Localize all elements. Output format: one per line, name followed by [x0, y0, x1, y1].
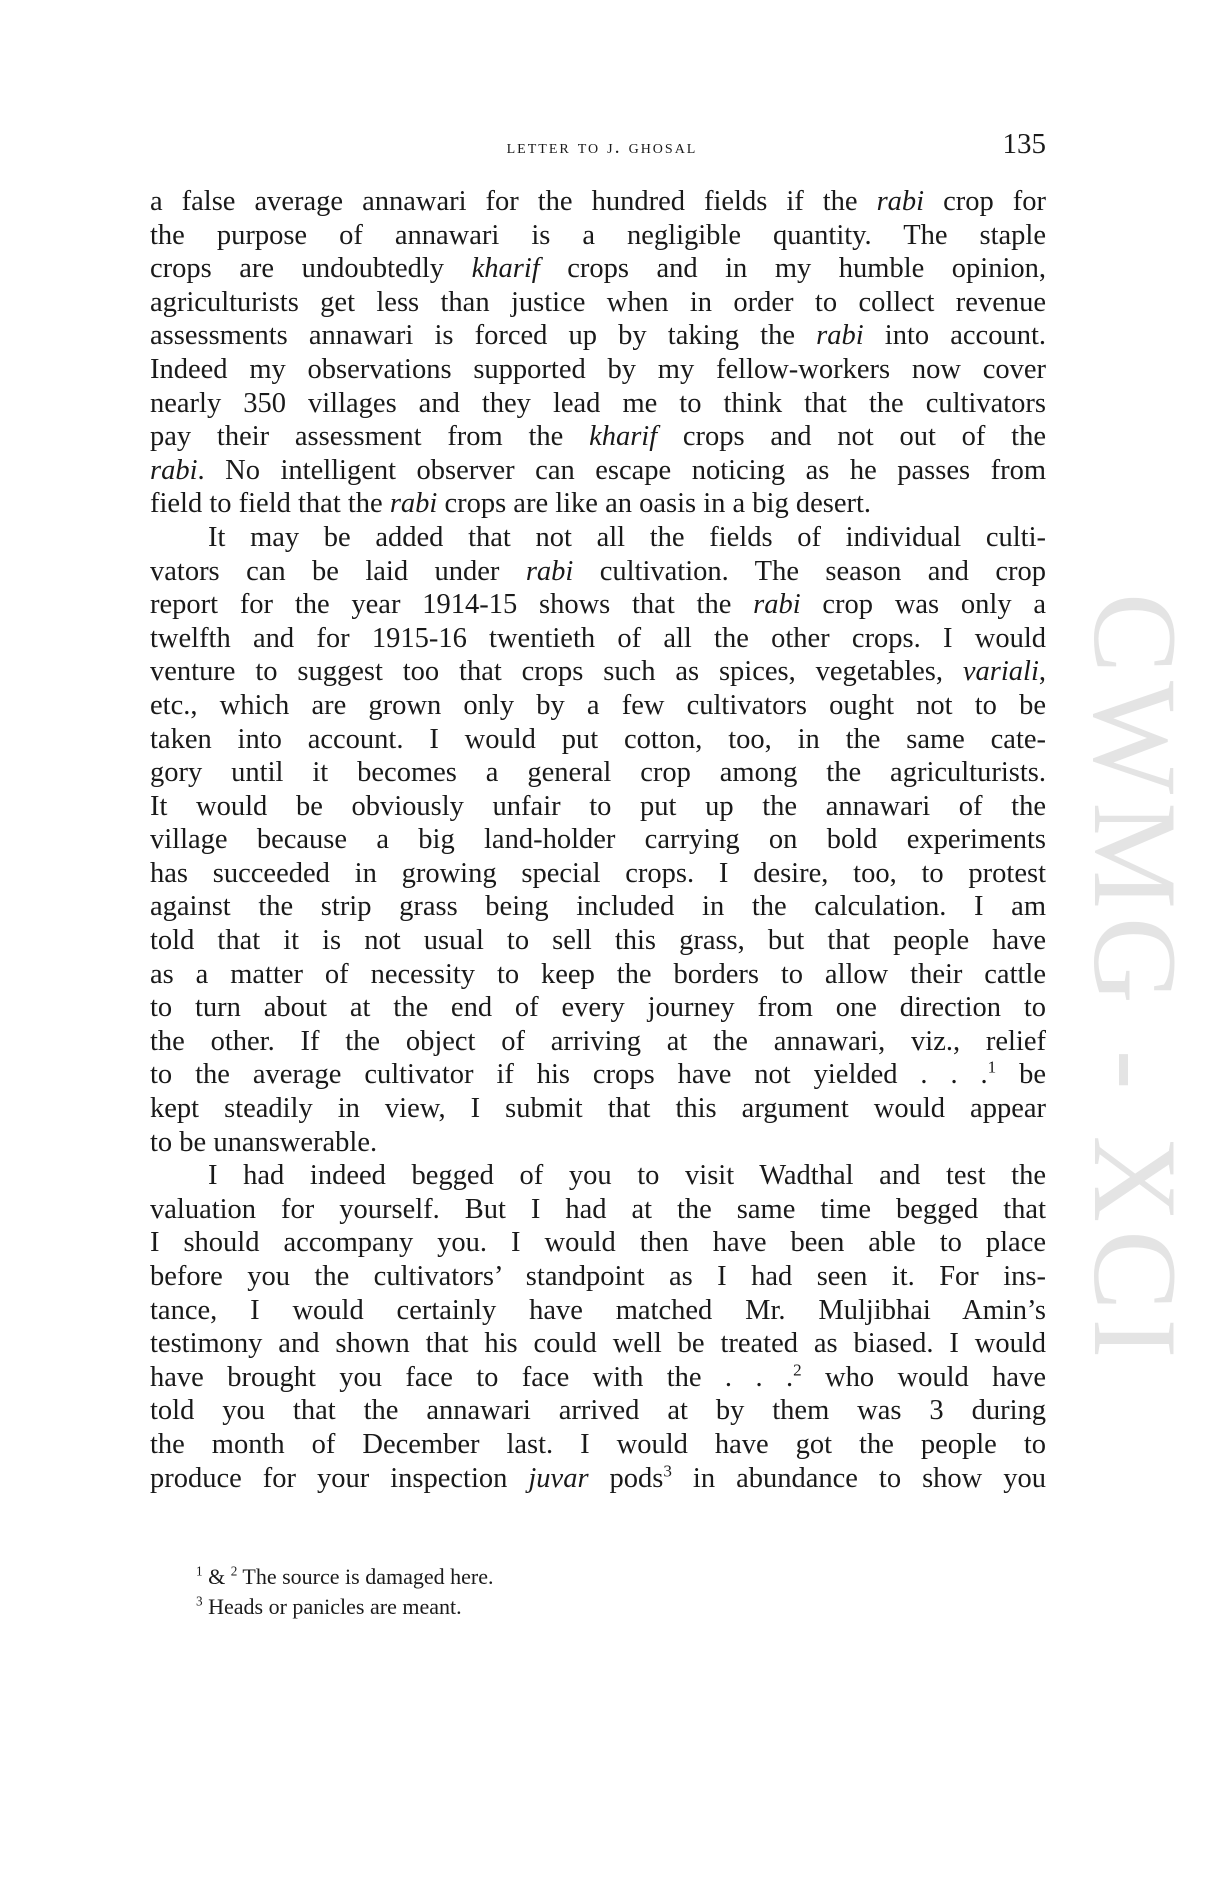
- footnote-ref: 1: [987, 1057, 997, 1077]
- text-line: against the strip grass being included in the calculation. I am: [150, 891, 1046, 923]
- footnote-item: [196, 1592, 493, 1622]
- text-line: as a matter of necessity to keep the borders to allow their cattle: [150, 958, 1046, 990]
- text-line: etc., which are grown only by a few cultivators ought not to be: [150, 689, 1046, 721]
- text-line: vators can be laid under rabi cultivation. The season and crop: [150, 555, 1046, 587]
- text-line: to turn about at the end of every journey from one direction to: [150, 992, 1046, 1024]
- text-line: valuation for yourself. But I had at the same time begged that: [150, 1193, 1046, 1225]
- text-line: taken into account. I would put cotton, too, in the same cate-: [150, 723, 1046, 755]
- text-line: have brought you face to face with the . . .$^2$ who would have: [150, 1360, 1046, 1393]
- page-number: 135: [1002, 128, 1046, 160]
- text-line: the purpose of annawari is a negligible quantity. The staple: [150, 219, 1046, 251]
- footnotes: [196, 1562, 493, 1622]
- text-line: produce for your inspection juvar pods$^3$ in abundance to show you: [150, 1461, 1046, 1494]
- footnote-marker: 3: [196, 1593, 203, 1609]
- text-line: gory until it becomes a general crop among the agriculturists.: [150, 757, 1046, 789]
- text-line: I should accompany you. I would then have been able to place: [150, 1227, 1046, 1259]
- text-line: has succeeded in growing special crops. I desire, too, to protest: [150, 857, 1046, 889]
- text-line: rabi. No intelligent observer can escape noticing as he passes from: [150, 454, 1046, 486]
- text-line: agriculturists get less than justice when in order to collect revenue: [150, 286, 1046, 318]
- text-line: crops are undoubtedly kharif crops and in my humble opinion,: [150, 253, 1046, 285]
- text-line: report for the year 1914-15 shows that the rabi crop was only a: [150, 589, 1047, 621]
- text-line: I had indeed begged of you to visit Wadthal and test the: [208, 1160, 1046, 1192]
- text-line: kept steadily in view, I submit that this argument would appear: [150, 1093, 1046, 1125]
- watermark: CWMG - XCI: [1069, 593, 1202, 1367]
- text-line: testimony and shown that his could well be treated as biased. I would: [150, 1328, 1046, 1360]
- text-line: venture to suggest too that crops such as spices, vegetables, variali,: [150, 656, 1046, 688]
- text-line: to the average cultivator if his crops have not yielded . . .$^1$ be: [150, 1057, 1047, 1091]
- text-line: before you the cultivators’ standpoint as I had seen it. For ins-: [150, 1261, 1046, 1292]
- text-line: tance, I would certainly have matched Mr. Muljibhai Amin’s: [150, 1294, 1046, 1326]
- footnote-text: Heads or panicles are meant.: [202, 1594, 462, 1619]
- text-line: field to field that the rabi crops are like an oasis in a big desert.: [150, 488, 872, 520]
- footnote-ref: 2: [793, 1360, 802, 1380]
- body-text: [150, 185, 1046, 1495]
- running-title: letter to j. ghosal: [506, 136, 698, 158]
- footnote-marker: 2: [230, 1563, 238, 1579]
- text-line: village because a big land-holder carrying on bold experiments: [150, 824, 1046, 856]
- text-line: told you that the annawari arrived at by them was 3 during: [150, 1395, 1046, 1427]
- text-line: nearly 350 villages and they lead me to think that the cultivators: [150, 387, 1046, 419]
- footnote-text: The source is damaged here.: [237, 1564, 494, 1589]
- text-line: the month of December last. I would have got the people to: [150, 1428, 1046, 1460]
- text-line: the other. If the object of arriving at the annawari, viz., relief: [150, 1025, 1046, 1057]
- text-line: to be unanswerable.: [150, 1126, 378, 1158]
- page-header: [158, 128, 1046, 168]
- text-line: It would be obviously unfair to put up the annawari of the: [150, 790, 1046, 822]
- footnote-ref: 3: [663, 1461, 672, 1481]
- footnote-marker: 1: [196, 1563, 203, 1579]
- text-line: told that it is not usual to sell this grass, but that people have: [150, 925, 1046, 957]
- text-line: It may be added that not all the fields of individual culti-: [208, 521, 1046, 553]
- text-line: Indeed my observations supported by my fellow-workers now cover: [150, 353, 1046, 385]
- text-line: twelfth and for 1915-16 twentieth of all the other crops. I would: [150, 622, 1046, 654]
- text-line: a false average annawari for the hundred fields if the rabi crop for: [150, 186, 1047, 217]
- text-line: pay their assessment from the kharif crops and not out of the: [150, 421, 1046, 453]
- text-line: assessments annawari is forced up by taking the rabi into account.: [150, 320, 1046, 352]
- footnote-item: $^1$ & $^2$ The source is damaged here.: [196, 1563, 494, 1589]
